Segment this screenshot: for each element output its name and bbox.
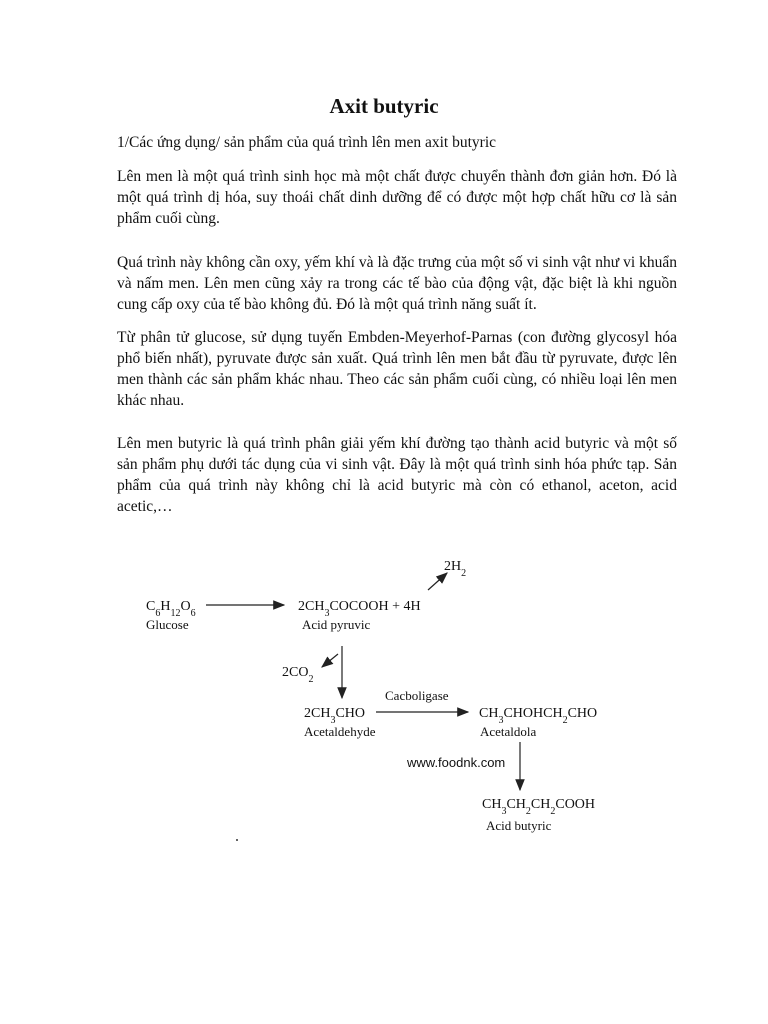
stray-dot — [236, 839, 238, 841]
page-title: Axit butyric — [329, 94, 439, 118]
pyruvic-formula: $2CH_3COCOOH + 4H$ — [298, 599, 421, 619]
paragraph-butyric-fermentation: Lên men butyric là quá trình phân giải yếm khí đường tạo thành acid butyric và một số sản phẩm phụ dưới tác dụng của vi sinh vật. Đây là một quá trình sinh hóa phức tạp. Sản phẩm của quá trình này không chỉ là acid butyric mà còn có ethanol, aceton, acid acetic,… — [117, 435, 677, 515]
butyric-formula: $CH_3CH_2CH_2COOH$ — [482, 797, 596, 817]
acetaldehyde-formula: $2CH_3CHO$ — [304, 706, 366, 726]
enzyme-label: Cacboligase — [385, 688, 449, 703]
section-heading: 1/Các ứng dụng/ sản phẩm của quá trình lên men axit butyric — [117, 134, 497, 151]
arrow-co2 — [322, 654, 338, 667]
pyruvic-label: Acid pyruvic — [302, 617, 371, 632]
h2-label: $2H_2$ — [444, 559, 467, 579]
butyric-label: Acid butyric — [486, 818, 552, 833]
reaction-diagram — [0, 540, 768, 850]
acetaldola-label: Acetaldola — [480, 724, 537, 739]
glucose-label: Glucose — [146, 617, 189, 632]
arrow-h2 — [428, 573, 447, 590]
acetaldola-formula: $CH_3CHOHCH_2CHO$ — [479, 706, 598, 726]
glucose-formula: $C_6H_{12}O_6$ — [146, 599, 196, 619]
co2-label: $2CO_2$ — [282, 665, 314, 685]
watermark-text: www.foodnk.com — [407, 755, 506, 770]
paragraph-glycolysis: Từ phân tử glucose, sử dụng tuyến Embden-Meyerhof-Parnas (con đường glycosyl hóa phổ biến nhất), pyruvate được sản xuất. Quá trình lên men bắt đầu từ pyruvate, được lên men thành các sản phẩm khác nhau. Theo các sản phẩm cuối cùng, có nhiều loại lên men khác nhau. — [117, 329, 677, 409]
paragraph-anaerobic: Quá trình này không cần oxy, yếm khí và là đặc trưng của một số vi sinh vật như vi khuẩn và nấm men. Lên men cũng xảy ra trong các tế bào của động vật, đặc biệt là khi nguồn cung cấp oxy của tế bào không đủ. Đó là một quá trình năng suất ít. — [117, 254, 677, 313]
paragraph-fermentation-definition: Lên men là một quá trình sinh học mà một chất được chuyển thành đơn giản hơn. Đó là một quá trình dị hóa, suy thoái chất dinh dưỡng để có được một hợp chất hữu cơ là sản phẩm cuối cùng. — [117, 168, 677, 227]
acetaldehyde-label: Acetaldehyde — [304, 724, 376, 739]
